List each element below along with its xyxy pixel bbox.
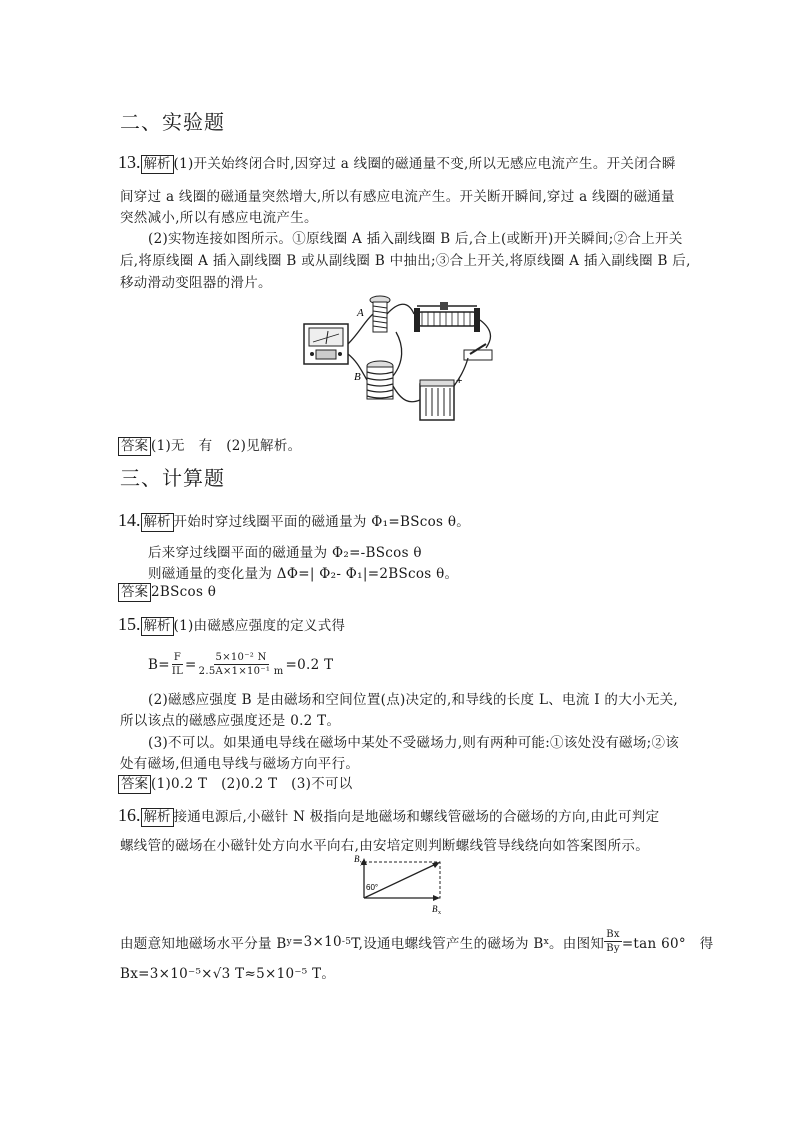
frac-den: IL — [171, 666, 184, 677]
section-title-experiment: 二、实验题 — [120, 110, 225, 134]
text-seg: T,设通电螺线管产生的磁场为 B — [351, 935, 544, 952]
label-B: B — [354, 371, 361, 383]
eq-rhs: =0.2 T — [285, 656, 334, 673]
analysis-tag: 解析 — [141, 513, 174, 532]
text-seg: =3×10 — [292, 933, 342, 950]
angle-label: 60° — [366, 883, 379, 892]
text-seg: =tan 60° 得 — [621, 935, 714, 952]
question-number: 16. — [118, 805, 141, 825]
analysis-tag: 解析 — [141, 808, 174, 827]
label-bx: B — [432, 904, 438, 914]
text-line: 后,将原线圈 A 插入副线圈 B 或从副线圈 B 中抽出;③合上开关,将原线圈 A 插入副线圈 B 后, — [120, 253, 691, 269]
frac-num: F — [173, 652, 182, 663]
text-line: (2)实物连接如图所示。①原线圈 A 插入副线圈 B 后,合上(或断开)开关瞬间;②合上开关 — [148, 231, 683, 247]
text-line: (1)开关始终闭合时,因穿过 a 线圈的磁通量不变,所以无感应电流产生。开关闭合瞬 — [173, 156, 676, 172]
text-line: 处有磁场,但通电导线与磁场方向平行。 — [120, 756, 360, 772]
battery-plus: + — [456, 375, 463, 387]
text-line: 后来穿过线圈平面的磁通量为 Φ₂=-BScos θ — [148, 545, 422, 561]
text-seg: 由题意知地磁场水平分量 B — [120, 935, 287, 952]
circuit-diagram — [300, 292, 500, 432]
question-15 — [118, 614, 345, 636]
text-line: 移动滑动变阻器的滑片。 — [120, 275, 272, 291]
answer-text: 2BScos θ — [151, 584, 217, 600]
question-13 — [118, 152, 676, 174]
frac-den: By — [606, 943, 620, 954]
text-line: (3)不可以。如果通电导线在磁场中某处不受磁场力,则有两种可能:①该处没有磁场;②该 — [148, 735, 680, 751]
text-line: 则磁通量的变化量为 ΔΦ=| Φ₂- Φ₁|=2BScos θ。 — [148, 566, 459, 582]
analysis-tag: 解析 — [141, 155, 174, 174]
label-bx-sub: x — [438, 910, 441, 916]
q15-answer — [118, 772, 353, 794]
eq-equals: = — [185, 656, 197, 673]
answer-text: (1)0.2 T (2)0.2 T (3)不可以 — [151, 776, 353, 792]
text-line: Bx=3×10⁻⁵×√3 T≈5×10⁻⁵ T。 — [120, 966, 336, 982]
text-line: 间穿过 a 线圈的磁通量突然增大,所以有感应电流产生。开关断开瞬间,穿过 a 线圈的磁通量 — [120, 189, 675, 205]
text-line: 开始时穿过线圈平面的磁通量为 Φ₁=BScos θ。 — [173, 514, 471, 530]
q14-answer — [118, 581, 216, 602]
question-number: 15. — [118, 614, 141, 634]
q13-answer — [118, 434, 301, 456]
vector-diagram — [350, 852, 450, 916]
frac-num: Bx — [606, 929, 620, 940]
section-title-calculation: 三、计算题 — [120, 466, 225, 490]
sub-y: y — [286, 936, 293, 947]
answer-tag: 答案 — [118, 583, 151, 602]
question-16 — [118, 805, 659, 827]
text-line: 所以该点的磁感应强度还是 0.2 T。 — [120, 713, 341, 729]
answer-text: (1)无 有 (2)见解析。 — [151, 438, 302, 454]
text-line: 突然减小,所以有感应电流产生。 — [120, 210, 318, 226]
sup-exp: -5 — [341, 936, 352, 947]
fraction-f-il — [170, 651, 185, 678]
question-number: 14. — [118, 510, 141, 530]
label-by-sub: y — [360, 860, 363, 866]
text-line: 接通电源后,小磁针 N 极指向是地磁场和螺线管磁场的合磁场的方向,由此可判定 — [173, 809, 660, 825]
fraction-bx-by — [604, 928, 622, 955]
fraction-values — [197, 651, 286, 678]
answer-tag: 答案 — [118, 775, 151, 794]
text-seg: 。由图知 — [549, 935, 605, 952]
text-line-formula — [120, 928, 714, 955]
sub-x: x — [543, 936, 549, 947]
text-line: 螺线管的磁场在小磁针处方向水平向右,由安培定则判断螺线管导线绕向如答案图所示。 — [120, 838, 649, 854]
label-by: B — [354, 854, 360, 864]
equation-b — [148, 651, 333, 678]
answer-tag: 答案 — [118, 437, 151, 456]
eq-lhs: B= — [148, 656, 170, 673]
question-14 — [118, 510, 470, 532]
frac-den: 2.5A×1×10⁻¹ m — [198, 666, 284, 677]
text-line: (1)由磁感应强度的定义式得 — [173, 618, 346, 634]
text-line: (2)磁感应强度 B 是由磁场和空间位置(点)决定的,和导线的长度 L、电流 I 的大小无关, — [148, 692, 679, 708]
frac-num: 5×10⁻² N — [215, 652, 267, 663]
label-A: A — [357, 307, 364, 319]
question-number: 13. — [118, 152, 141, 172]
analysis-tag: 解析 — [141, 617, 174, 636]
